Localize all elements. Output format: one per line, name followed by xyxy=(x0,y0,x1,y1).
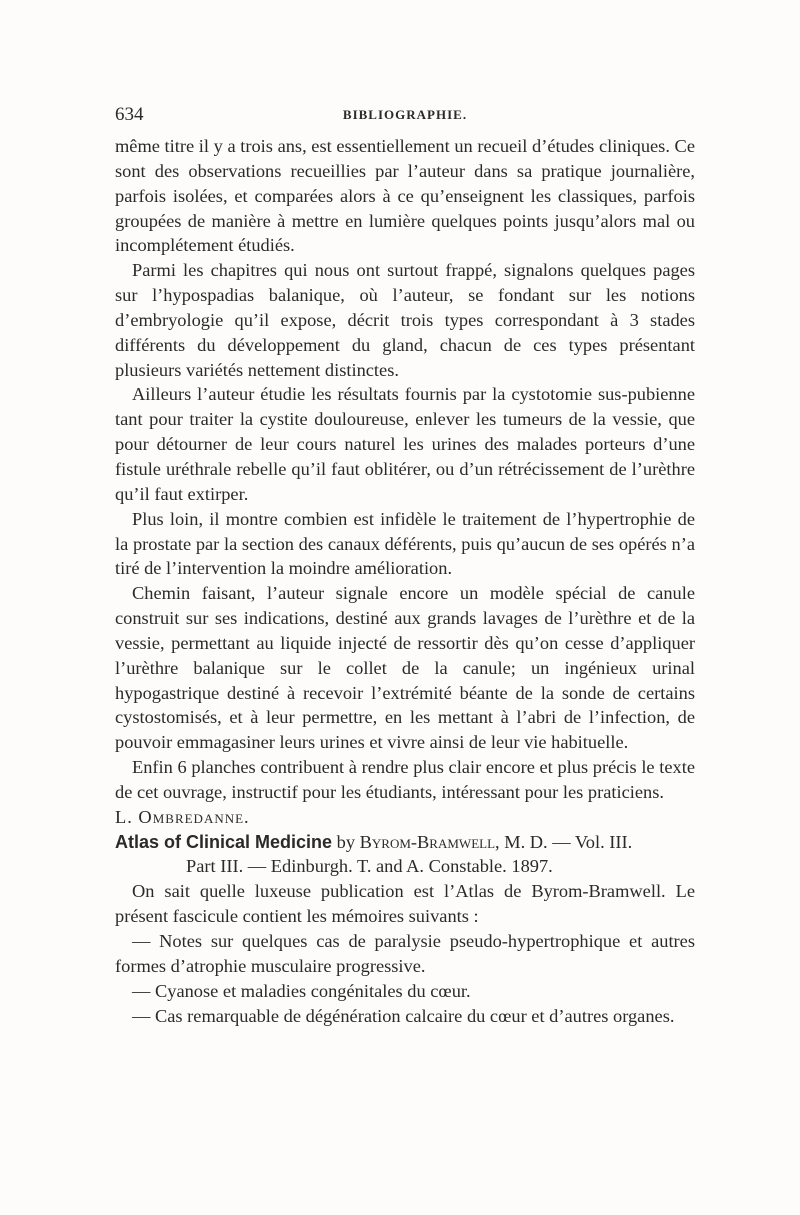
running-title: BIBLIOGRAPHIE. xyxy=(342,107,468,122)
paragraph: Chemin faisant, l’auteur signale encore un modèle spécial de canule construit sur ses indications, destiné aux grands lavages de l’urèthre et de la vessie, permettant au liquide injecté de ressortir dès qu’on cesse d’appliquer l’urèthre balanique sur le collet de la canule; un ingénieux urinal hypogastrique destiné à recevoir l’extrémité béante de la sonde de certains cystostomisés, et à leur permettre, en les mettant à l’abri de l’infection, de pouvoir emmagasiner leurs urines et vivre ainsi de leur vie habituelle. xyxy=(115,583,695,753)
running-header xyxy=(115,104,695,134)
paragraph: Enfin 6 planches contribuent à rendre plus clair encore et plus précis le texte de cet ouvrage, instructif pour les étudiants, intéressant pour les praticiens. xyxy=(115,757,695,802)
paragraph: même titre il y a trois ans, est essentiellement un recueil d’études cliniques. Ce sont des observations recueillies par l’auteur dans sa pratique journalière, parfois isolées, et comparées alors à ce qu’enseignent les classiques, parfois groupées de manière à mettre en lumière quelques points jusqu’alors mal ou incomplétement étudiés. xyxy=(115,136,695,256)
paragraph: Ailleurs l’auteur étudie les résultats fournis par la cystotomie sus-pubienne tant pour traiter la cystite douloureuse, enlever les tumeurs de la vessie, que pour détourner de leur cours naturel les urines des malades porteurs d’une fistule uréthrale rebelle qu’il faut oblitérer, ou d’un rétrécissement de l’urèthre qu’il faut extirper. xyxy=(115,384,695,504)
entry-by: by xyxy=(332,831,360,852)
list-item: — Cyanose et maladies congénitales du cœur. xyxy=(132,980,471,1001)
paragraph: On sait quelle luxeuse publication est l’Atlas de Byrom-Bramwell. Le présent fascicule contient les mémoires suivants : xyxy=(115,881,695,927)
paragraph: Plus loin, il montre combien est infidèle le traitement de l’hypertrophie de la prostate par la section des canaux déférents, puis qu’aucun de ses opérés n’a tiré de l’intervention la moindre amélioration. xyxy=(115,508,695,579)
bibliography-entry xyxy=(115,830,695,880)
entry-publication: Part III. — Edinburgh. T. and A. Constable. 1897. xyxy=(186,856,553,877)
list-item: — Cas remarquable de dégénération calcaire du cœur et d’autres organes. xyxy=(132,1005,675,1026)
review-signature: L. Ombredanne. xyxy=(115,806,250,827)
page-number: 634 xyxy=(115,104,144,125)
entry-title: Atlas of Clinical Medicine xyxy=(115,831,333,852)
paragraph: Parmi les chapitres qui nous ont surtout frappé, signalons quelques pages sur l’hypospadias balanique, où l’auteur, se fondant sur les notions d’embryologie qu’il expose, décrit trois types correspondant à 3 stades différents du développement du gland, chacun de ces types présentant plusieurs variétés nettement distinctes. xyxy=(115,260,695,380)
entry-author: Byrom-Bramwell xyxy=(359,831,496,852)
entry-details: , M. D. — Vol. III. xyxy=(495,831,633,852)
list-item: — Notes sur quelques cas de paralysie pseudo-hypertrophique et autres formes d’atrophie musculaire progressive. xyxy=(115,931,695,976)
body-text xyxy=(115,134,695,1028)
